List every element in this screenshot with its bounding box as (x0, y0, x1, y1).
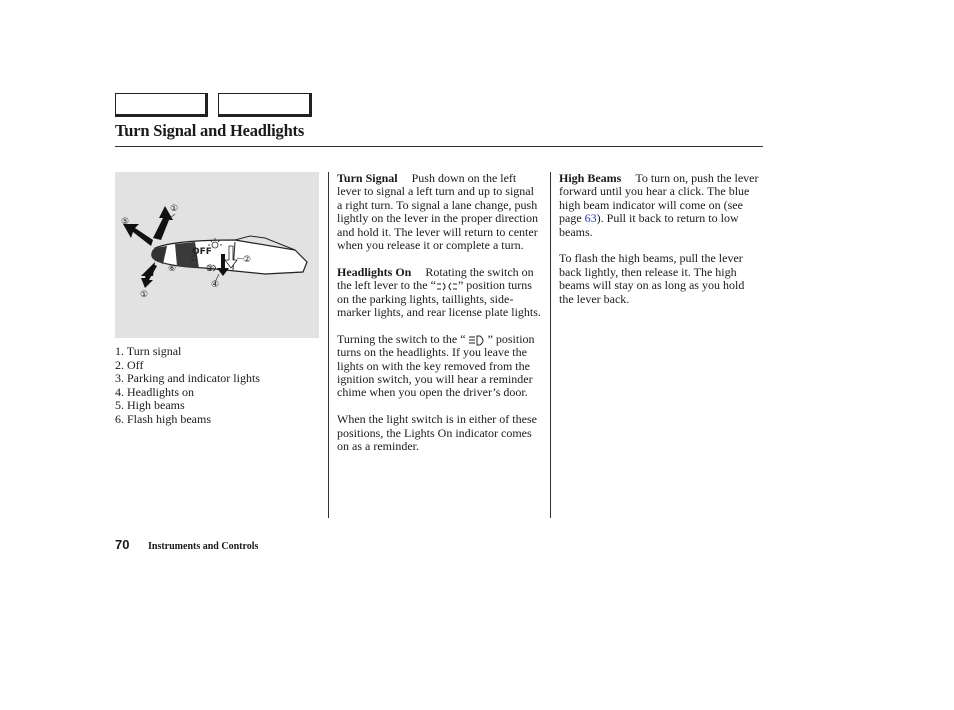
callout-5: ⑤ (121, 217, 130, 227)
turn-signal-text: Push down on the left lever to signal a left turn and up to signal a right turn. To signal a lane change, push lightly on the lever in the proper direction and hold it. The lever will return to center when you release it or complete a turn. (337, 171, 538, 253)
headlights-para-3: When the light switch is in either of these positions, the Lights On indicator comes on as a reminder. (337, 412, 537, 454)
headlights-on-heading: Headlights On (337, 264, 412, 279)
headlights-on-paragraph (337, 266, 542, 320)
headlights-on-text-a: Rotating the switch on the left lever to the “ (337, 264, 534, 293)
page-63-link[interactable]: 63 (584, 211, 597, 226)
lever-illustration (115, 172, 319, 338)
off-label: OFF (192, 247, 212, 257)
figure-legend (115, 345, 260, 426)
headlight-icon (466, 335, 488, 346)
legend-item: 1. Turn signal (115, 344, 182, 358)
high-beams-para-2: To flash the high beams, pull the lever back lightly, then release it. The high beams will stay on as long as you hold the lever back. (559, 251, 745, 306)
title-divider (115, 146, 763, 147)
legend-item: 3. Parking and indicator lights (115, 371, 260, 385)
page-number: 70 (115, 537, 130, 552)
middle-column (337, 172, 542, 467)
section-name: Instruments and Controls (148, 541, 259, 552)
header-tab-box (115, 93, 208, 117)
legend-item: 4. Headlights on (115, 384, 194, 399)
headlights-on-text-b: ” position turns on the parking lights, taillights, side-marker lights, and rear license plate lights. (337, 278, 541, 320)
callout-1-top: ① (170, 204, 179, 214)
callout-6: ⑥ (168, 264, 177, 274)
callout-2: ② (243, 255, 252, 265)
high-beams-text-b: ). Pull it back to return to low beams. (559, 211, 739, 239)
turn-signal-heading: Turn Signal (337, 171, 398, 185)
parking-lights-icon (436, 281, 458, 292)
column-divider (550, 172, 551, 518)
legend-item: 6. Flash high beams (115, 411, 211, 426)
turn-signal-paragraph (337, 172, 542, 252)
callout-3: ③ (206, 264, 215, 274)
arrow-left-up-icon (123, 224, 153, 246)
headlights-para-2 (337, 333, 542, 400)
legend-item: 2. Off (115, 357, 144, 372)
high-beams-text-a: To turn on, push the lever forward until you hear a click. The blue high beam indicator will come on (see page (559, 171, 759, 226)
headlights-para-2-a: Turning the switch to the “ (337, 331, 466, 346)
column-divider (328, 172, 329, 518)
legend-item: 5. High beams (115, 398, 185, 412)
page-title: Turn Signal and Headlights (115, 121, 305, 140)
high-beams-heading: High Beams (559, 171, 622, 185)
right-column (559, 172, 759, 319)
callout-1-bottom: ① (140, 290, 149, 300)
header-tab-box (218, 93, 312, 117)
headlights-para-2-b: ” position turns on the headlights. If you leave the lights on with the key removed from the ignition switch, you will hear a reminder chime when you open the driver’s door. (337, 331, 535, 400)
callout-4: ④ (211, 280, 220, 290)
high-beams-paragraph (559, 172, 759, 239)
